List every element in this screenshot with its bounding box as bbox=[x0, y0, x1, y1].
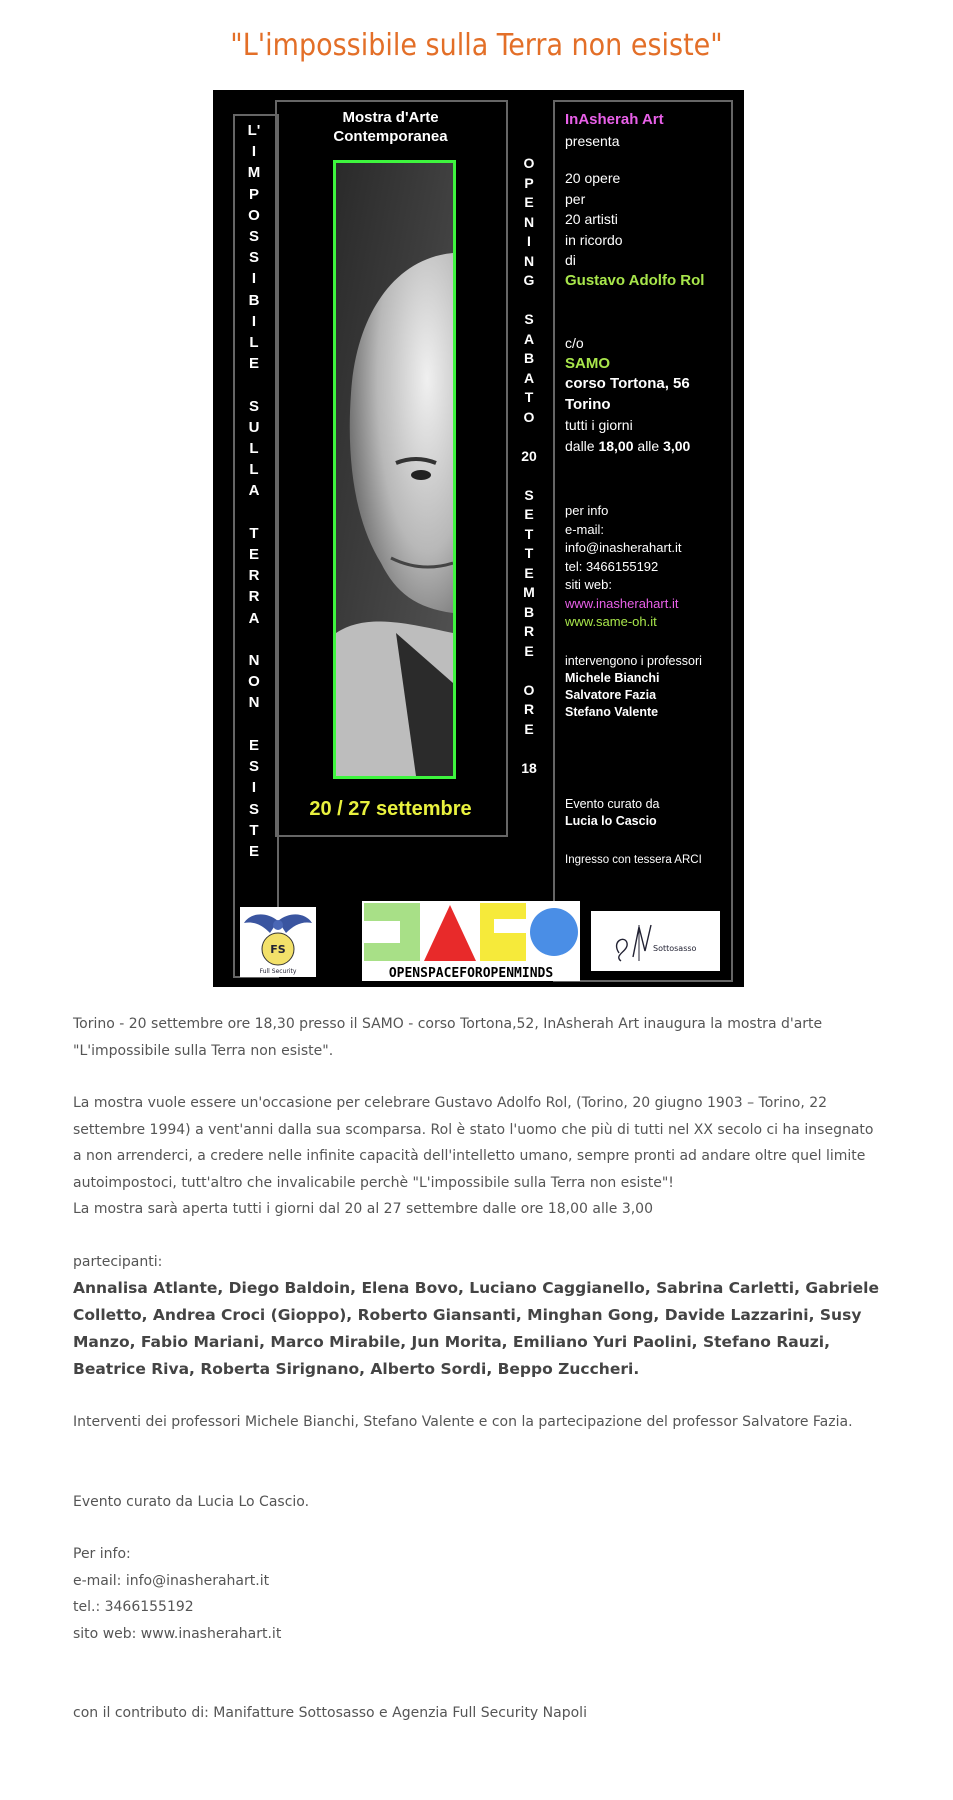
info-label: Per info: bbox=[73, 1546, 131, 1562]
vertical-title-letter: L bbox=[249, 334, 259, 352]
opening-letter: E bbox=[524, 564, 534, 581]
vertical-title-letter: E bbox=[248, 546, 259, 564]
event-poster bbox=[213, 90, 744, 987]
article-paragraph: Interventi dei professori Michele Bianchi, Stefano Valente e con la partecipazione del professor Salvatore Fazia. bbox=[73, 1414, 853, 1430]
poster-info-line: info@inasherahart.it bbox=[565, 540, 682, 555]
opening-letter: R bbox=[523, 623, 535, 639]
vertical-title-letter: I bbox=[251, 143, 257, 161]
vertical-title-letter bbox=[233, 502, 275, 523]
opening-letter: 18 bbox=[521, 759, 537, 776]
poster-curator bbox=[565, 796, 660, 830]
article-paragraph: Torino - 20 settembre ore 18,30 presso il SAMO - corso Tortona,52, InAsherah Art inaugura la mostra d'arte "L'impossibile sulla Terra non esiste". bbox=[73, 1016, 823, 1059]
poster-prof: Michele Bianchi bbox=[565, 671, 660, 685]
info-phone: tel.: 3466155192 bbox=[73, 1599, 194, 1615]
info-website: sito web: www.inasherahart.it bbox=[73, 1625, 282, 1642]
vertical-title-letter bbox=[233, 374, 275, 395]
samo-logo bbox=[362, 901, 580, 981]
poster-venue-name: SAMO bbox=[565, 354, 610, 372]
poster-works-line: 20 artisti bbox=[565, 211, 618, 227]
poster-hours-start: 18,00 bbox=[598, 437, 634, 454]
vertical-title-letter: L bbox=[249, 440, 259, 458]
poster-professors bbox=[565, 653, 702, 721]
opening-letter: S bbox=[524, 486, 534, 503]
opening-letter: R bbox=[523, 701, 535, 717]
opening-letter: E bbox=[524, 506, 534, 522]
poster-works-line: di bbox=[565, 252, 576, 268]
vertical-title-letter bbox=[233, 629, 275, 650]
poster-exhibition-type bbox=[275, 108, 506, 146]
poster-info-line: siti web: bbox=[565, 577, 612, 592]
opening-letter: M bbox=[523, 584, 535, 600]
opening-letter: E bbox=[524, 642, 534, 659]
opening-letter bbox=[509, 427, 549, 447]
opening-letter: G bbox=[523, 272, 535, 288]
vertical-title-letter: I bbox=[251, 312, 257, 330]
poster-hours-end: 3,00 bbox=[663, 437, 691, 454]
poster-hours bbox=[565, 436, 690, 457]
info-email: e-mail: info@inasherahart.it bbox=[73, 1572, 270, 1589]
poster-site-1: www.inasherahart.it bbox=[565, 595, 679, 611]
vertical-title-letter: O bbox=[248, 206, 260, 224]
poster-co: c/o bbox=[565, 335, 584, 351]
eagle-icon bbox=[240, 907, 316, 977]
poster-site-2: www.same-oh.it bbox=[565, 614, 657, 629]
portrait-photo bbox=[333, 160, 456, 779]
article-body bbox=[73, 1011, 883, 1727]
curator-line: Evento curato da Lucia Lo Cascio. bbox=[73, 1493, 310, 1510]
vertical-title-letter: E bbox=[248, 355, 259, 373]
opening-letter: E bbox=[524, 194, 534, 210]
poster-works-line: 20 opere bbox=[565, 170, 621, 186]
poster-info-line: e-mail: bbox=[565, 521, 605, 537]
opening-letter: O bbox=[523, 155, 535, 171]
opening-letter: B bbox=[523, 350, 535, 366]
full-security-logo bbox=[240, 907, 316, 977]
poster-works-line: in ricordo bbox=[565, 231, 623, 248]
article-paragraph: La mostra vuole essere un'occasione per celebrare Gustavo Adolfo Rol, (Torino, 20 giugno 1903 – Torino, 22 settembre 1994) a vent'anni dalla sua scomparsa. Rol è stato l'uomo che più di tutti nel XX secolo ci ha insegnato a non arrenderci, a credere nelle infinite capacità dell'intelletto umano, sempre pronti ad andare oltre quel limite autoimpostoci, tutt'altro che invalicabile perchè "L'impossibile sulla Terra non esiste"! bbox=[73, 1095, 874, 1191]
opening-letter: T bbox=[524, 525, 534, 542]
vertical-title-letter: O bbox=[248, 673, 260, 691]
sottosasso-logo bbox=[591, 911, 720, 971]
full-security-logo-mark: FS bbox=[270, 943, 286, 956]
poster-city: Torino bbox=[565, 395, 611, 413]
vertical-title-letter: S bbox=[248, 800, 259, 818]
sottosasso-logo-text: Sottosasso bbox=[653, 944, 697, 953]
opening-letter: N bbox=[523, 252, 535, 269]
poster-info-line: tel: 3466155192 bbox=[565, 558, 659, 574]
poster-honoree: Gustavo Adolfo Rol bbox=[565, 271, 705, 289]
poster-works bbox=[565, 168, 704, 291]
vertical-title-letter: B bbox=[248, 291, 260, 309]
vertical-title-letter: M bbox=[247, 164, 261, 182]
poster-venue bbox=[565, 333, 690, 456]
vertical-title-letter: T bbox=[249, 821, 259, 839]
samo-shapes-icon bbox=[362, 901, 580, 981]
poster-exhibition-line-1: Mostra d'Arte bbox=[342, 109, 439, 126]
opening-letter bbox=[509, 291, 549, 311]
poster-brand: InAsherah Art bbox=[565, 111, 664, 128]
vertical-title-letter: U bbox=[248, 418, 260, 436]
poster-info bbox=[565, 502, 682, 632]
vertical-title-letter: N bbox=[248, 694, 260, 712]
vertical-title-letter: E bbox=[248, 736, 259, 754]
vertical-title-letter: E bbox=[248, 842, 259, 860]
opening-letter: O bbox=[523, 408, 535, 425]
vertical-title-letter: A bbox=[248, 482, 260, 500]
vertical-title-letter: I bbox=[251, 270, 257, 288]
opening-letter: A bbox=[523, 369, 535, 386]
vertical-title-letter: A bbox=[248, 609, 260, 627]
opening-letter: T bbox=[524, 545, 534, 561]
vertical-title-letter: T bbox=[249, 524, 259, 542]
poster-exhibition-line-2: Contemporanea bbox=[333, 128, 448, 145]
participants-list: Annalisa Atlante, Diego Baldoin, Elena Bovo, Luciano Caggianello, Sabrina Carletti, Gabriele Colletto, Andrea Croci (Gioppo), Roberto Giansanti, Minghan Gong, Davide Lazzarini, Susy Manzo, Fabio Mariani, Marco Mirabile, Jun Morita, Emiliano Yuri Paolini, Stefano Rauzi, Beatrice Riva, Roberta Sirignano, Alberto Sordi, Beppo Zuccheri. bbox=[73, 1279, 879, 1378]
vertical-title-letter: P bbox=[248, 185, 259, 203]
opening-letter: A bbox=[523, 330, 535, 347]
opening-letter: B bbox=[523, 603, 535, 620]
vertical-title-letter bbox=[233, 714, 275, 735]
vertical-title-letter: R bbox=[248, 567, 260, 585]
opening-letter bbox=[509, 466, 549, 486]
poster-presenta: presenta bbox=[565, 132, 620, 149]
vertical-title-letter: S bbox=[248, 397, 259, 415]
opening-letter bbox=[509, 661, 549, 681]
opening-letter: E bbox=[524, 720, 534, 737]
contribution-line: con il contributo di: Manifatture Sottosasso e Agenzia Full Security Napoli bbox=[73, 1705, 587, 1721]
vertical-title-letter: S bbox=[248, 758, 259, 776]
vertical-title-letter: L bbox=[249, 461, 259, 479]
poster-address: corso Tortona, 56 bbox=[565, 375, 690, 392]
poster-opening-vertical bbox=[509, 154, 549, 778]
poster-prof-intro: intervengono i professori bbox=[565, 654, 702, 668]
poster-prof: Stefano Valente bbox=[565, 705, 659, 719]
vertical-title-letter: I bbox=[251, 779, 257, 797]
vertical-title-letter: L' bbox=[247, 122, 261, 139]
opening-letter: P bbox=[524, 174, 534, 191]
poster-curator-name: Lucia lo Cascio bbox=[565, 814, 657, 828]
opening-letter: N bbox=[523, 213, 535, 230]
vertical-title-letter: S bbox=[248, 249, 259, 267]
participants-label: partecipanti: bbox=[73, 1253, 163, 1270]
poster-hours-mid: alle bbox=[633, 437, 664, 454]
poster-curated-intro: Evento curato da bbox=[565, 797, 660, 811]
opening-letter bbox=[509, 739, 549, 759]
poster-dates: 20 / 27 settembre bbox=[309, 798, 472, 820]
poster-hours-prefix: dalle bbox=[565, 437, 599, 454]
signature-icon bbox=[591, 911, 720, 971]
vertical-title-letter: R bbox=[248, 588, 260, 606]
poster-presenter bbox=[565, 110, 664, 151]
poster-vertical-title bbox=[233, 120, 275, 862]
poster-days: tutti i giorni bbox=[565, 417, 633, 433]
poster-works-line: per bbox=[565, 190, 586, 207]
poster-entry: Ingresso con tessera ARCI bbox=[565, 854, 702, 866]
opening-letter: 20 bbox=[521, 447, 537, 464]
opening-letter: I bbox=[527, 233, 531, 249]
opening-letter: O bbox=[523, 681, 535, 698]
vertical-title-letter: S bbox=[248, 228, 259, 246]
full-security-logo-text: Full Security bbox=[259, 968, 297, 975]
vertical-title-letter: N bbox=[248, 652, 260, 670]
samo-logo-text: OPENSPACEFOROPENMINDS bbox=[388, 966, 554, 981]
opening-letter: T bbox=[524, 389, 534, 405]
article-paragraph: La mostra sarà aperta tutti i giorni dal 20 al 27 settembre dalle ore 18,00 alle 3,00 bbox=[73, 1201, 653, 1217]
portrait-illustration bbox=[336, 163, 453, 776]
opening-letter: S bbox=[524, 311, 534, 327]
poster-prof: Salvatore Fazia bbox=[565, 688, 657, 702]
poster-info-line: per info bbox=[565, 503, 609, 518]
page-title: "L'impossibile sulla Terra non esiste" bbox=[230, 28, 723, 63]
